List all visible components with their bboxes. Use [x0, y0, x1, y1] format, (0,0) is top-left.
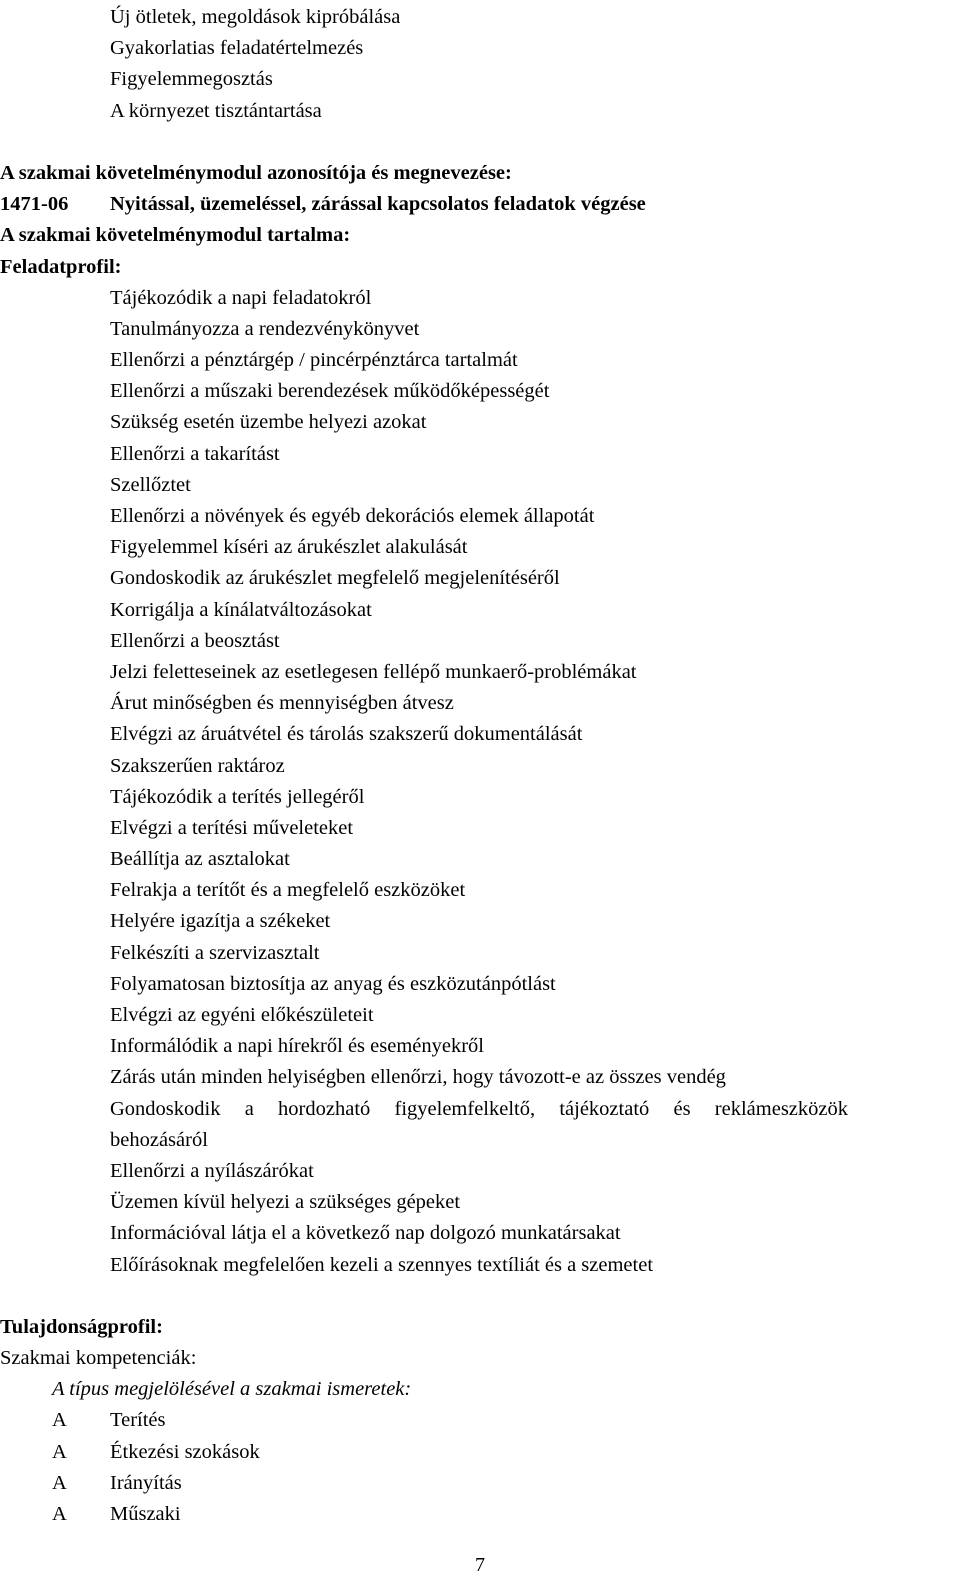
task-item: Elvégzi az áruátvétel és tárolás szakszerű dokumentálását	[110, 723, 583, 746]
knowledge-list	[0, 1405, 960, 1530]
task-item: Korrigálja a kínálatváltozásokat	[110, 598, 372, 621]
knowledge-item	[0, 1405, 960, 1436]
task-item: Szükség esetén üzembe helyezi azokat	[110, 411, 427, 434]
top-list	[0, 2, 960, 127]
knowledge-topic: Étkezési szokások	[110, 1440, 260, 1463]
task-item: Ellenőrzi a nyílászárókat	[110, 1159, 314, 1182]
competencies-label: Szakmai kompetenciák:	[0, 1347, 197, 1370]
task-profile-heading: Feladatprofil:	[0, 255, 122, 278]
task-item: Helyére igazítja a székeket	[110, 910, 331, 933]
task-item: Szakszerűen raktároz	[110, 754, 285, 777]
knowledge-topic: Műszaki	[110, 1503, 181, 1525]
module-content-heading: A szakmai követelménymodul tartalma:	[0, 224, 351, 247]
knowledge-level: A	[52, 1503, 67, 1525]
task-item: Elvégzi a terítési műveleteket	[110, 816, 354, 839]
knowledge-topic: Irányítás	[110, 1471, 182, 1494]
task-item: Informálódik a napi hírekről és eseményekről	[110, 1035, 484, 1058]
task-item: Felkészíti a szervizasztalt	[110, 941, 320, 964]
task-item: Tanulmányozza a rendezvénykönyvet	[110, 317, 420, 340]
task-item: Zárás után minden helyiségben ellenőrzi, hogy távozott-e az összes vendég	[110, 1066, 726, 1089]
task-item: Információval látja el a következő nap dolgozó munkatársakat	[110, 1222, 621, 1245]
task-item: Ellenőrzi a műszaki berendezések működőképességét	[110, 380, 550, 403]
task-item: Ellenőrzi a beosztást	[110, 629, 280, 652]
task-item: Figyelemmel kíséri az árukészlet alakulását	[110, 536, 468, 559]
task-item: Előírásoknak megfelelően kezeli a szennyes textíliát és a szemetet	[110, 1253, 654, 1276]
task-item: Gondoskodik az árukészlet megfelelő megjelenítéséről	[110, 567, 560, 590]
task-item: Beállítja az asztalokat	[110, 848, 290, 871]
task-item: Ellenőrzi a növények és egyéb dekorációs elemek állapotát	[110, 505, 595, 527]
task-item: Folyamatosan biztosítja az anyag és eszközutánpótlást	[110, 972, 556, 995]
knowledge-item	[0, 1468, 960, 1499]
task-item: Elvégzi az egyéni előkészületeit	[110, 1004, 374, 1026]
property-profile-heading: Tulajdonságprofil:	[0, 1315, 163, 1338]
document-page	[0, 2, 960, 1530]
spacer	[0, 1281, 960, 1312]
task-item-wrapped-line2: behozásáról	[110, 1128, 208, 1151]
list-item: A környezet tisztántartása	[110, 99, 322, 122]
task-item-wrapped-line1: Gondoskodik a hordozható figyelemfelkeltő, tájékoztató és reklámeszközök	[110, 1097, 848, 1120]
knowledge-topic: Terítés	[110, 1409, 166, 1432]
task-item: Üzemen kívül helyezi a szükséges gépeket	[110, 1191, 461, 1214]
task-item: Felrakja a terítőt és a megfelelő eszközöket	[110, 879, 466, 902]
task-item: Szellőztet	[110, 473, 191, 496]
task-item: Jelzi feletteseinek az esetlegesen fellépő munkaerő-problémákat	[110, 660, 637, 683]
knowledge-level: A	[52, 1440, 67, 1463]
knowledge-level: A	[52, 1409, 67, 1432]
knowledge-level: A	[52, 1471, 67, 1494]
module-code: 1471-06	[0, 193, 69, 216]
list-item: Figyelemmegosztás	[110, 68, 273, 91]
page-number: 7	[475, 1554, 485, 1576]
module-code-row	[0, 189, 960, 220]
task-item: Tájékozódik a napi feladatokról	[110, 286, 372, 309]
task-item: Ellenőrzi a pénztárgép / pincérpénztárca tartalmát	[110, 349, 518, 372]
task-item: Ellenőrzi a takarítást	[110, 442, 280, 465]
spacer	[0, 127, 960, 158]
list-item: Gyakorlatias feladatértelmezés	[110, 37, 364, 60]
task-list	[0, 283, 960, 1281]
task-item: Tájékozódik a terítés jellegéről	[110, 785, 365, 808]
module-id-heading: A szakmai követelménymodul azonosítója és megnevezése:	[0, 161, 512, 184]
task-item: Árut minőségben és mennyiségben átvesz	[110, 692, 454, 715]
knowledge-item	[0, 1437, 960, 1468]
list-item: Új ötletek, megoldások kipróbálása	[110, 6, 401, 28]
module-name: Nyitással, üzemeléssel, zárással kapcsolatos feladatok végzése	[110, 193, 646, 216]
knowledge-label: A típus megjelölésével a szakmai ismeretek:	[52, 1378, 412, 1401]
knowledge-item	[0, 1499, 960, 1530]
